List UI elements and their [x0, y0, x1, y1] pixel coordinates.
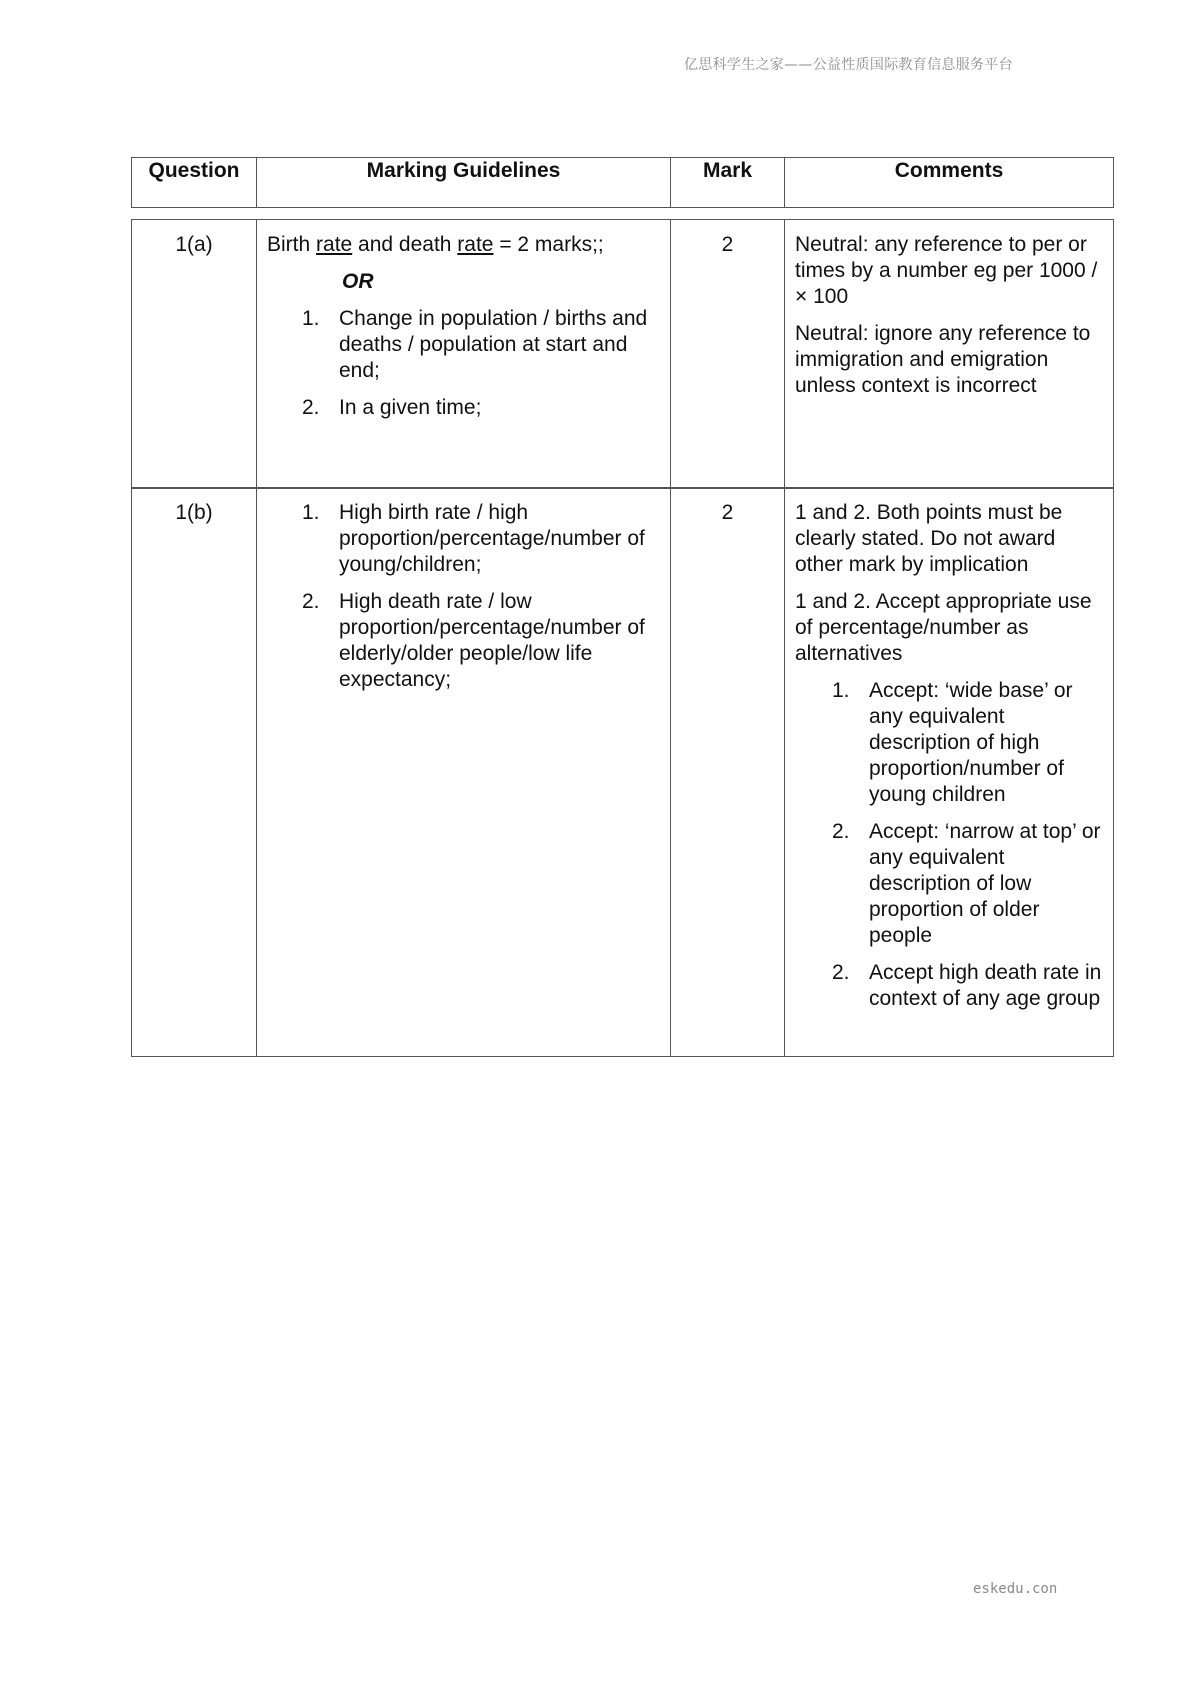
marking-guidelines-cell: [257, 488, 671, 1057]
table-header: [131, 157, 1114, 208]
list-text: High death rate / low proportion/percentage/number of elderly/older people/low life expectancy;: [339, 590, 645, 691]
list-text: Accept: ‘wide base’ or any equivalent description of high proportion/number of young children: [869, 679, 1073, 806]
comments-cell: [785, 488, 1114, 1057]
list-item: [267, 395, 660, 421]
list-number: 1.: [302, 501, 320, 524]
mark-cell: 2: [671, 488, 785, 1057]
list-item: [795, 678, 1103, 808]
comment-paragraph: Neutral: ignore any reference to immigration and emigration unless context is incorrect: [795, 322, 1091, 397]
column-header-comments: Comments: [785, 158, 1114, 208]
marking-guidelines-cell: [257, 220, 671, 489]
list-item: [795, 819, 1103, 949]
table-row: [131, 487, 1114, 1057]
page-header: 亿思科学生之家——公益性质国际教育信息服务平台: [684, 57, 1013, 73]
guideline-intro: [267, 232, 660, 258]
question-cell: 1(a): [132, 220, 257, 489]
list-number: 2.: [832, 820, 850, 843]
list-text: Accept: ‘narrow at top’ or any equivalent description of low proportion of older people: [869, 820, 1101, 947]
list-item: [267, 589, 660, 693]
table-row: [131, 219, 1114, 489]
column-header-mark: Mark: [671, 158, 785, 208]
comment-paragraph: 1 and 2. Accept appropriate use of percentage/number as alternatives: [795, 590, 1092, 665]
list-number: 2.: [302, 590, 320, 613]
list-text: Accept high death rate in context of any age group: [869, 961, 1102, 1010]
page-footer: eskedu.con: [973, 1581, 1058, 1597]
list-item: [795, 960, 1103, 1012]
or-separator: OR: [342, 270, 374, 293]
list-text: High birth rate / high proportion/percentage/number of young/children;: [339, 501, 645, 576]
mark-cell: 2: [671, 220, 785, 489]
underlined-rate: rate: [457, 233, 494, 256]
column-header-marking-guidelines: Marking Guidelines: [257, 158, 671, 208]
list-text: Change in population / births and deaths / population at start and end;: [339, 307, 648, 382]
column-header-question: Question: [132, 158, 257, 208]
intro-text: = 2 marks;;: [493, 233, 604, 256]
list-text: In a given time;: [339, 396, 482, 419]
list-number: 1.: [302, 307, 320, 330]
intro-text: Birth: [267, 233, 317, 256]
list-number: 2.: [832, 961, 850, 984]
underlined-rate: rate: [316, 233, 353, 256]
comment-paragraph: Neutral: any reference to per or times by a number eg per 1000 / × 100: [795, 233, 1098, 308]
list-item: [267, 500, 660, 578]
comment-paragraph: 1 and 2. Both points must be clearly stated. Do not award other mark by implication: [795, 501, 1063, 576]
list-number: 1.: [832, 679, 850, 702]
intro-text: and death: [352, 233, 458, 256]
list-number: 2.: [302, 396, 320, 419]
question-cell: 1(b): [132, 488, 257, 1057]
list-item: [267, 306, 660, 384]
comments-cell: [785, 220, 1114, 489]
